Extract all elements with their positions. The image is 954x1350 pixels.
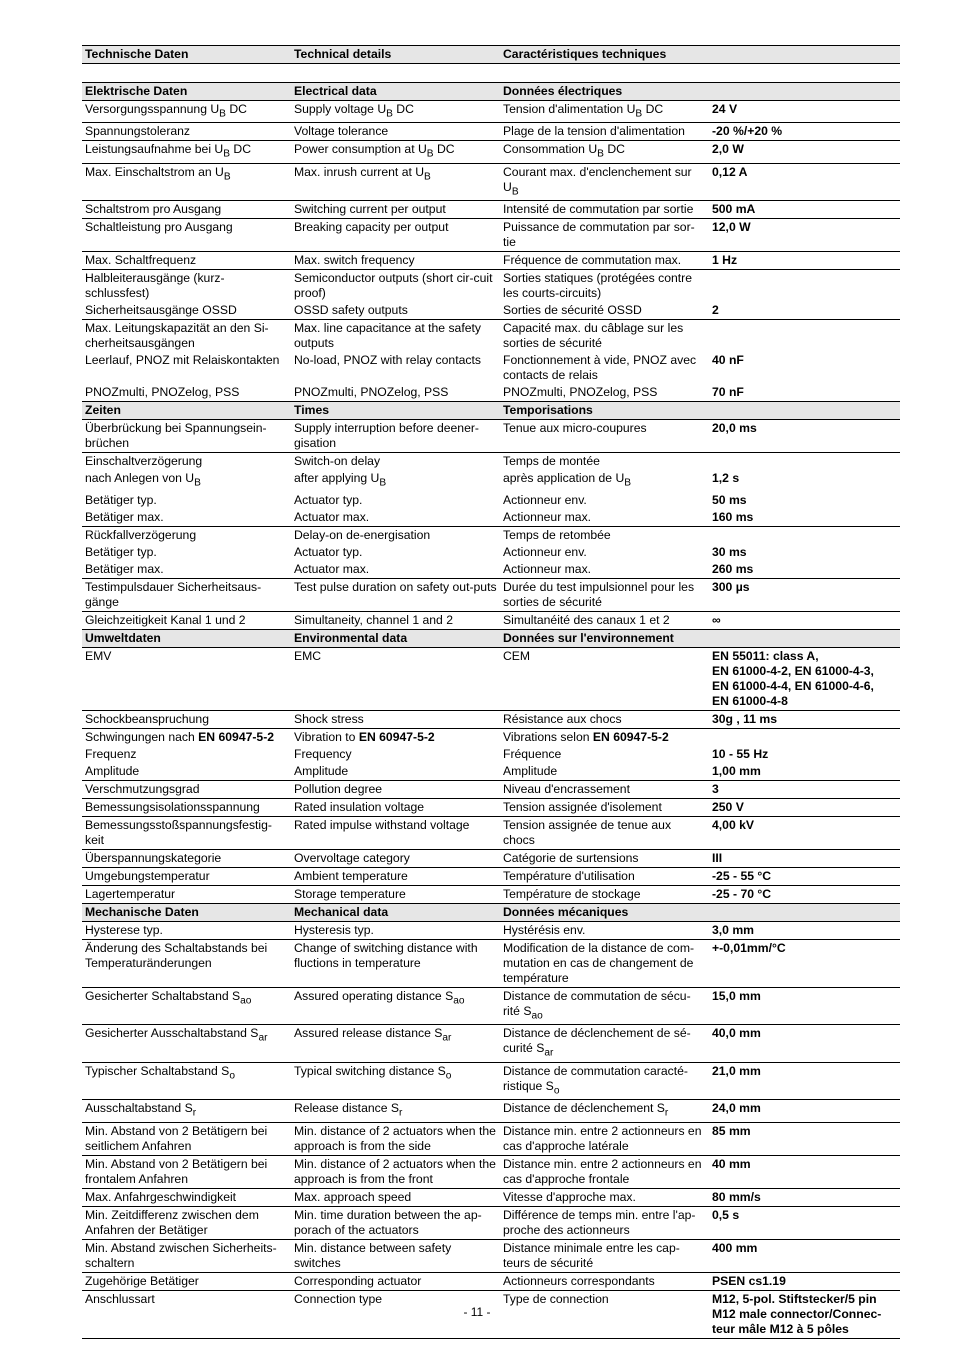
section-title-fr: Données mécaniques [503,904,629,919]
table-row [82,219,900,252]
cell-de: Spannungstoleranz [85,124,191,139]
table-row [82,781,900,799]
cell-fr: après application de $U_B$ [503,471,632,489]
cell-v: 4,00 kV [712,817,755,832]
cell-fr: Fonctionnement à vide, PNOZ avec contacts de relais [503,353,697,383]
cell-de: Amplitude [85,763,140,778]
cell-en: Pollution degree [294,781,383,796]
cell-en: Max. inrush current at $U_B$ [294,164,431,183]
table-row [82,420,900,453]
cell-en: Ambient temperature [294,868,408,883]
cell-en: Min. time duration between the ap-porach of the actuators [294,1207,482,1237]
table-row [82,1123,900,1156]
cell-v [709,320,900,352]
table-row [82,270,900,302]
cell-fr: Durée du test impulsionnel pour les sorties de sécurité [503,579,695,609]
cell-de: Überbrückung bei Spannungsein-brüchen [85,421,267,451]
cell-fr: Tension assignée d'isolement [503,799,662,814]
cell-fr: Fréquence [503,746,562,761]
cell-v: -25 - 70 °C [712,886,772,901]
cell-de: Lagertemperatur [85,886,176,901]
table-row [82,1240,900,1273]
cell-de: Betätiger max. [85,509,164,524]
cell-fr: Temps de retombée [503,527,611,542]
cell-en: Min. distance between safety switches [294,1240,452,1270]
cell-v [709,527,900,544]
cell-v [709,453,900,470]
table-row [82,453,900,470]
cell-de: Bemessungsstoßspannungsfestig-keit [85,817,272,847]
cell-en: Connection type [294,1291,383,1306]
cell-fr: Différence de temps min. entre l'ap-proche des actionneurs [503,1207,696,1237]
cell-v: 50 ms [712,492,747,507]
cell-fr: Catégorie de surtensions [503,850,639,865]
cell-en: Max. approach speed [294,1189,412,1204]
technical-data-table [82,45,900,1339]
cell-en: Overvoltage category [294,850,410,865]
table-row [82,648,900,711]
cell-de: EMV [85,648,112,663]
table-row [82,1189,900,1207]
table-row [82,302,900,320]
cell-v: 40,0 mm [712,1026,761,1041]
cell-en: Hysteresis typ. [294,922,374,937]
cell-en: Voltage tolerance [294,124,389,139]
section-title-fr: Temporisations [503,403,593,418]
header-gap [82,64,900,82]
cell-de: Gesicherter Schaltabstand $S_{ao}$ [85,988,252,1007]
cell-en: Actuator typ. [294,544,363,559]
cell-v: 24 V [712,102,738,116]
table-row [82,612,900,629]
cell-v: 40 mm [712,1156,751,1171]
cell-de: Betätiger typ. [85,544,157,559]
cell-fr: Temps de montée [503,454,600,469]
cell-en: Min. distance of 2 actuators when the approach is from the front [294,1156,496,1186]
cell-v: 20,0 ms [712,421,757,436]
cell-de: Min. Abstand zwischen Sicherheits-schaltern [85,1240,277,1270]
cell-de: Versorgungsspannung $U_B$ DC [85,102,247,120]
table-row [82,940,900,988]
table-row [82,164,900,201]
cell-v: 70 nF [712,385,744,400]
cell-de: Min. Abstand von 2 Betätigern bei frontalem Anfahren [85,1156,268,1186]
cell-fr: Distance de commutation de sécu-rité $S_{ao}$ [503,988,691,1022]
cell-v: 1 Hz [712,253,738,268]
cell-fr: Vitesse d'approche max. [503,1189,636,1204]
section-header [82,82,900,101]
cell-fr: Vibrations selon EN 60947-5-2 [503,729,669,744]
table-row [82,527,900,544]
table-row [82,544,900,561]
cell-de: Betätiger max. [85,561,164,576]
cell-de: Leistungsaufnahme bei $U_B$ DC [85,142,251,160]
cell-v: 24,0 mm [712,1101,761,1116]
cell-fr: Température d'utilisation [503,868,635,883]
cell-v: 30g , 11 ms [712,711,778,726]
cell-v: III [712,850,723,865]
cell-en: Max. switch frequency [294,253,415,268]
cell-fr: Plage de la tension d'alimentation [503,124,685,139]
cell-fr: CEM [503,648,531,663]
cell-en: Max. line capacitance at the safety outputs [294,321,481,351]
cell-en: Typical switching distance $S_o$ [294,1063,452,1082]
section-title-en: Environmental data [294,630,408,645]
cell-v: 0,12 A [712,164,748,179]
table-row [82,763,900,781]
cell-v: 15,0 mm [712,988,761,1003]
cell-fr: Distance min. entre 2 actionneurs en cas d'approche latérale [503,1123,702,1153]
table-row [82,817,900,850]
cell-de: Schaltstrom pro Ausgang [85,202,222,217]
cell-fr: Amplitude [503,763,558,778]
table-row [82,492,900,509]
cell-de: Testimpulsdauer Sicherheitsaus-gänge [85,579,262,609]
cell-v: 40 nF [712,353,744,368]
cell-v: 12,0 W [712,220,751,235]
cell-fr: Intensité de commutation par sortie [503,202,694,217]
section-title-value [709,630,900,647]
sections [82,82,900,1339]
cell-v: 500 mA [712,202,756,217]
cell-fr: Distance minimale entre les cap-teurs de sécurité [503,1240,680,1270]
cell-fr: Fréquence de commutation max. [503,253,682,268]
cell-en: Actuator typ. [294,492,363,507]
cell-fr: Distance de déclenchement de sé-curité $S_{ar}$ [503,1026,691,1059]
cell-de: Schockbeanspruchung [85,711,209,726]
table-row [82,1156,900,1189]
cell-fr: Hystérésis env. [503,922,586,937]
table-row [82,101,900,123]
section-title-de: Elektrische Daten [85,84,188,98]
cell-v: 2 [712,303,719,318]
section-header [82,401,900,420]
cell-en: Actuator max. [294,561,370,576]
cell-en: No-load, PNOZ with relay contacts [294,353,481,368]
cell-fr: Sorties statiques (protégées contre les courts-circuits) [503,271,693,301]
cell-de: Rückfallverzögerung [85,527,197,542]
cell-v: 2,0 W [712,142,744,157]
table-row [82,1025,900,1062]
section-title-value [709,904,900,921]
section-title-en: Electrical data [294,84,377,98]
cell-en: after applying $U_B$ [294,471,387,489]
cell-de: Überspannungskategorie [85,850,222,865]
cell-fr: Actionneurs correspondants [503,1273,655,1288]
cell-de: PNOZmulti, PNOZelog, PSS [85,385,240,400]
cell-en: Storage temperature [294,886,406,901]
cell-v: 3,0 mm [712,922,755,937]
cell-en: Supply voltage $U_B$ DC [294,102,414,120]
cell-de: Max. Anfahrgeschwindigkeit [85,1189,237,1204]
cell-en: Rated impulse withstand voltage [294,817,470,832]
cell-v: +-0,01mm/°C [712,940,786,955]
cell-de: Betätiger typ. [85,492,157,507]
cell-en: EMC [294,648,322,663]
cell-fr: Actionneur env. [503,544,587,559]
cell-de: Schaltleistung pro Ausgang [85,220,233,235]
section-title-value [709,83,900,100]
cell-fr: Consommation $U_B$ DC [503,142,625,160]
section-title-value [709,402,900,419]
cell-de: Halbleiterausgänge (kurz-schlussfest) [85,271,225,301]
page-number: - 11 - [463,1305,491,1319]
cell-en: Frequency [294,746,352,761]
cell-fr: Actionneur max. [503,509,592,524]
table-row [82,123,900,141]
cell-fr: Actionneur env. [503,492,587,507]
table-row [82,850,900,868]
cell-en: Vibration to EN 60947-5-2 [294,729,435,744]
section-title-de: Zeiten [85,403,121,418]
cell-fr: Sorties de sécurité OSSD [503,303,642,318]
cell-v: 0,5 s [712,1207,740,1222]
table-row [82,352,900,384]
cell-en: OSSD safety outputs [294,303,408,318]
cell-en: Switching current per output [294,202,446,217]
cell-de: Schwingungen nach EN 60947-5-2 [85,729,275,744]
cell-de: Max. Einschaltstrom an $U_B$ [85,164,231,183]
cell-v: EN 55011: class A, EN 61000-4-2, EN 61000-4-3, EN 61000-4-4, EN 61000-4-6, EN 61000-4-8 [712,648,874,708]
cell-en: Rated insulation voltage [294,799,425,814]
cell-en: Test pulse duration on safety out-puts [294,579,497,594]
table-row [82,141,900,163]
cell-v: -25 - 55 °C [712,868,772,883]
cell-en: Amplitude [294,763,349,778]
cell-fr: Type de connection [503,1291,609,1306]
section-title-en: Mechanical data [294,904,389,919]
table-row [82,470,900,491]
cell-fr: Distance de commutation caracté-ristique $S_o$ [503,1063,688,1097]
cell-en: Shock stress [294,711,364,726]
cell-de: Gesicherter Ausschaltabstand $S_{ar}$ [85,1026,268,1044]
cell-v [709,729,900,746]
section-title-de: Umweltdaten [85,630,161,645]
cell-de: Min. Abstand von 2 Betätigern bei seitlichem Anfahren [85,1123,268,1153]
table-row [82,746,900,763]
cell-en: Breaking capacity per output [294,220,449,235]
cell-de: Umgebungstemperatur [85,868,210,883]
cell-de: Zugehörige Betätiger [85,1273,199,1288]
section-title-fr: Données sur l'environnement [503,630,674,645]
cell-en: Power consumption at $U_B$ DC [294,142,455,160]
cell-fr: Distance de déclenchement $S_r$ [503,1101,669,1119]
cell-en: Assured operating distance $S_{ao}$ [294,988,465,1007]
section-title-en: Times [294,403,330,418]
table-row [82,201,900,219]
cell-v: 10 - 55 Hz [712,746,769,761]
cell-de: Änderung des Schaltabstands bei Temperaturänderungen [85,940,268,970]
cell-de: Leerlauf, PNOZ mit Relaiskontakten [85,353,280,368]
cell-de: Verschmutzungsgrad [85,781,200,796]
cell-v: 250 V [712,799,744,814]
cell-v: 1,00 mm [712,763,761,778]
cell-v: 1,2 s [712,471,740,486]
cell-v: 80 mm/s [712,1189,761,1204]
cell-en: Min. distance of 2 actuators when the approach is from the side [294,1123,496,1153]
cell-v: 160 ms [712,509,754,524]
table-row [82,384,900,401]
cell-v: 3 [712,781,719,796]
cell-fr: Simultanéité des canaux 1 et 2 [503,612,670,627]
cell-v: M12, 5-pol. Stiftstecker/5 pin M12 male connector/Connec-teur mâle M12 à 5 pôles [712,1291,882,1336]
cell-de: Anschlussart [85,1291,155,1306]
cell-fr: PNOZmulti, PNOZelog, PSS [503,385,658,400]
table-row [82,320,900,352]
table-row [82,729,900,746]
cell-fr: Capacité max. du câblage sur les sorties de sécurité [503,321,684,351]
cell-v: 300 µs [712,579,750,594]
table-row [82,711,900,729]
cell-v: 400 mm [712,1240,758,1255]
cell-v: PSEN cs1.19 [712,1273,786,1288]
cell-fr: Tenue aux micro-coupures [503,421,647,436]
table-row [82,561,900,579]
header-de: Technische Daten [85,47,189,61]
cell-v: ∞ [712,612,721,627]
section-title-fr: Données électriques [503,84,623,98]
cell-fr: Tension assignée de tenue aux chocs [503,817,672,847]
table-row [82,799,900,817]
table-row [82,868,900,886]
cell-v: 85 mm [712,1123,751,1138]
cell-de: Ausschaltabstand $S_r$ [85,1101,197,1119]
cell-fr: Température de stockage [503,886,641,901]
cell-de: Typischer Schaltabstand $S_o$ [85,1063,235,1082]
cell-fr: Niveau d'encrassement [503,781,630,796]
cell-v: 21,0 mm [712,1063,761,1078]
table-row [82,252,900,270]
table-row [82,1207,900,1240]
cell-de: Min. Zeitdifferenz zwischen dem Anfahren der Betätiger [85,1207,259,1237]
cell-de: Sicherheitsausgänge OSSD [85,303,237,318]
cell-de: Gleichzeitigkeit Kanal 1 und 2 [85,612,246,627]
cell-de: Hysterese typ. [85,922,163,937]
table-row [82,922,900,940]
table-row [82,509,900,527]
section-header [82,629,900,648]
header-value [709,46,900,63]
cell-de: nach Anlegen von $U_B$ [85,471,201,489]
table-row [82,1063,900,1100]
cell-en: Switch-on delay [294,454,381,469]
cell-en: Change of switching distance with fluctions in temperature [294,940,478,970]
cell-fr: Courant max. d'enclenchement sur $U_B$ [503,164,692,198]
header-fr: Caractéristiques techniques [503,47,667,61]
cell-fr: Distance min. entre 2 actionneurs en cas d'approche frontale [503,1156,702,1186]
table-row [82,988,900,1025]
cell-v: 30 ms [712,544,747,559]
header-en: Technical details [294,47,392,61]
cell-fr: Actionneur max. [503,561,592,576]
cell-en: Corresponding actuator [294,1273,422,1288]
cell-de: Bemessungsisolationsspannung [85,799,260,814]
table-row [82,886,900,903]
cell-en: Semiconductor outputs (short cir-cuit proof) [294,271,493,301]
cell-v: 260 ms [712,561,754,576]
cell-en: Supply interruption before deener-gisation [294,421,479,451]
cell-de: Max. Schaltfrequenz [85,253,197,268]
table-row [82,1100,900,1122]
table-row [82,1273,900,1291]
cell-en: Simultaneity, channel 1 and 2 [294,612,453,627]
cell-en: Release distance $S_r$ [294,1101,403,1119]
cell-en: PNOZmulti, PNOZelog, PSS [294,385,449,400]
cell-de: Max. Leitungskapazität an den Si-cherheitsausgängen [85,321,269,351]
section-header [82,903,900,922]
cell-fr: Résistance aux chocs [503,711,622,726]
section-title-de: Mechanische Daten [85,904,199,919]
cell-de: Einschaltverzögerung [85,454,203,469]
table-row [82,579,900,612]
cell-en: Actuator max. [294,509,370,524]
table-header [82,45,900,64]
cell-en: Assured release distance $S_{ar}$ [294,1026,452,1044]
cell-fr: Modification de la distance de com-mutation en cas de changement de température [503,940,695,985]
cell-v [709,270,900,302]
cell-fr: Tension d'alimentation $U_B$ DC [503,102,664,120]
cell-en: Delay-on de-energisation [294,527,431,542]
cell-de: Frequenz [85,746,137,761]
cell-fr: Puissance de commutation par sor-tie [503,220,695,250]
cell-v: -20 %/+20 % [712,124,783,139]
